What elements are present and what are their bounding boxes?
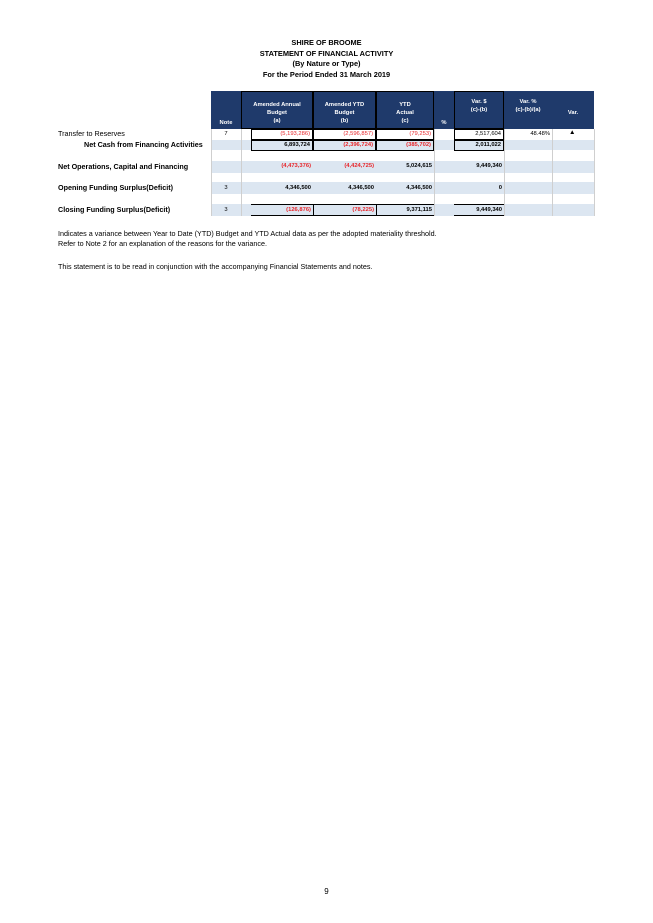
- closing-var-dollar: 9,449,340: [476, 207, 502, 213]
- grid-line: [504, 129, 505, 216]
- header-frame-actual: [376, 91, 434, 129]
- net-ops-budget: (4,473,376): [281, 163, 311, 169]
- variance-up-arrow-icon: ▲: [569, 129, 576, 136]
- header-var-dollar: Var. $ (c)-(b): [454, 91, 504, 129]
- net-ops-actual: 5,024,615: [406, 163, 432, 169]
- row-label-closing-surplus: Closing Funding Surplus(Deficit): [58, 205, 171, 214]
- net-financing-budget: 6,893,724: [251, 140, 313, 151]
- opening-actual: 4,346,500: [406, 185, 432, 191]
- grid-line: [594, 129, 595, 216]
- total-rule: [251, 215, 434, 216]
- header-var: Var.: [552, 91, 594, 129]
- variance-footnote: Indicates a variance between Year to Date (YTD) Budget and YTD Actual data as per the adopted materiality threshold.: [58, 229, 437, 238]
- total-rule: [251, 204, 434, 205]
- conjunction-statement: This statement is to be read in conjunction with the accompanying Financial Statements and notes.: [58, 262, 373, 271]
- opening-budget: 4,346,500: [285, 185, 311, 191]
- net-ops-ytd-budget: (4,424,725): [344, 163, 374, 169]
- grid-line: [241, 129, 242, 216]
- transfer-budget: (5,193,286): [251, 129, 313, 140]
- refer-note-footnote: Refer to Note 2 for an explanation of the reasons for the variance.: [58, 239, 267, 248]
- transfer-var-percent: 48.48%: [530, 131, 550, 137]
- transfer-var-dollar: 2,517,604: [454, 129, 504, 140]
- header-frame-var: [454, 91, 504, 129]
- report-title-block: [0, 38, 653, 80]
- net-financing-var-dollar: 2,011,022: [454, 140, 504, 151]
- net-financing-actual: (385,702): [376, 140, 434, 151]
- grid-line: [552, 129, 553, 216]
- row-label-net-cash-financing: Net Cash from Financing Activities: [84, 140, 203, 149]
- header-amended-ytd-budget: Amended YTD Budget (b): [313, 91, 376, 129]
- header-amended-annual-budget: Amended Annual Budget (a): [241, 91, 313, 129]
- statement-subtitle: (By Nature or Type): [292, 59, 361, 69]
- opening-ytd-budget: 4,346,500: [348, 185, 374, 191]
- grid-line: [434, 129, 435, 216]
- grid-line: [211, 129, 212, 216]
- transfer-actual: (79,253): [376, 129, 434, 140]
- transfer-ytd-budget: (2,596,857): [313, 129, 376, 140]
- net-ops-var-dollar: 9,449,340: [476, 163, 502, 169]
- header-frame-budget: [241, 91, 313, 129]
- statement-period: For the Period Ended 31 March 2019: [262, 69, 391, 79]
- net-financing-ytd-budget: (2,396,724): [313, 140, 376, 151]
- row-label-opening-surplus: Opening Funding Surplus(Deficit): [58, 183, 173, 192]
- row-label-transfer-to-reserves: Transfer to Reserves: [58, 129, 125, 138]
- closing-note: 3: [224, 207, 228, 213]
- transfer-note: 7: [224, 131, 228, 137]
- total-rule: [313, 204, 314, 216]
- entity-name: SHIRE OF BROOME: [291, 38, 362, 47]
- total-rule: [376, 204, 377, 216]
- header-percent: %: [434, 91, 454, 129]
- total-rule: [454, 215, 504, 216]
- header-note: Note: [211, 91, 241, 129]
- page-number: 9: [324, 887, 329, 896]
- closing-ytd-budget: (78,225): [352, 207, 374, 213]
- header-frame-ytd: [313, 91, 376, 129]
- closing-budget: (126,876): [286, 207, 311, 213]
- row-label-net-operations: Net Operations, Capital and Financing: [58, 162, 189, 171]
- closing-actual: 9,371,115: [406, 207, 432, 213]
- header-ytd-actual: YTD Actual (c): [376, 91, 434, 129]
- opening-note: 3: [224, 185, 228, 191]
- header-var-percent: Var. % (c)-(b)/(a): [504, 91, 552, 129]
- statement-title: STATEMENT OF FINANCIAL ACTIVITY: [259, 48, 394, 58]
- opening-var-dollar: 0: [498, 185, 502, 191]
- total-rule: [454, 204, 504, 205]
